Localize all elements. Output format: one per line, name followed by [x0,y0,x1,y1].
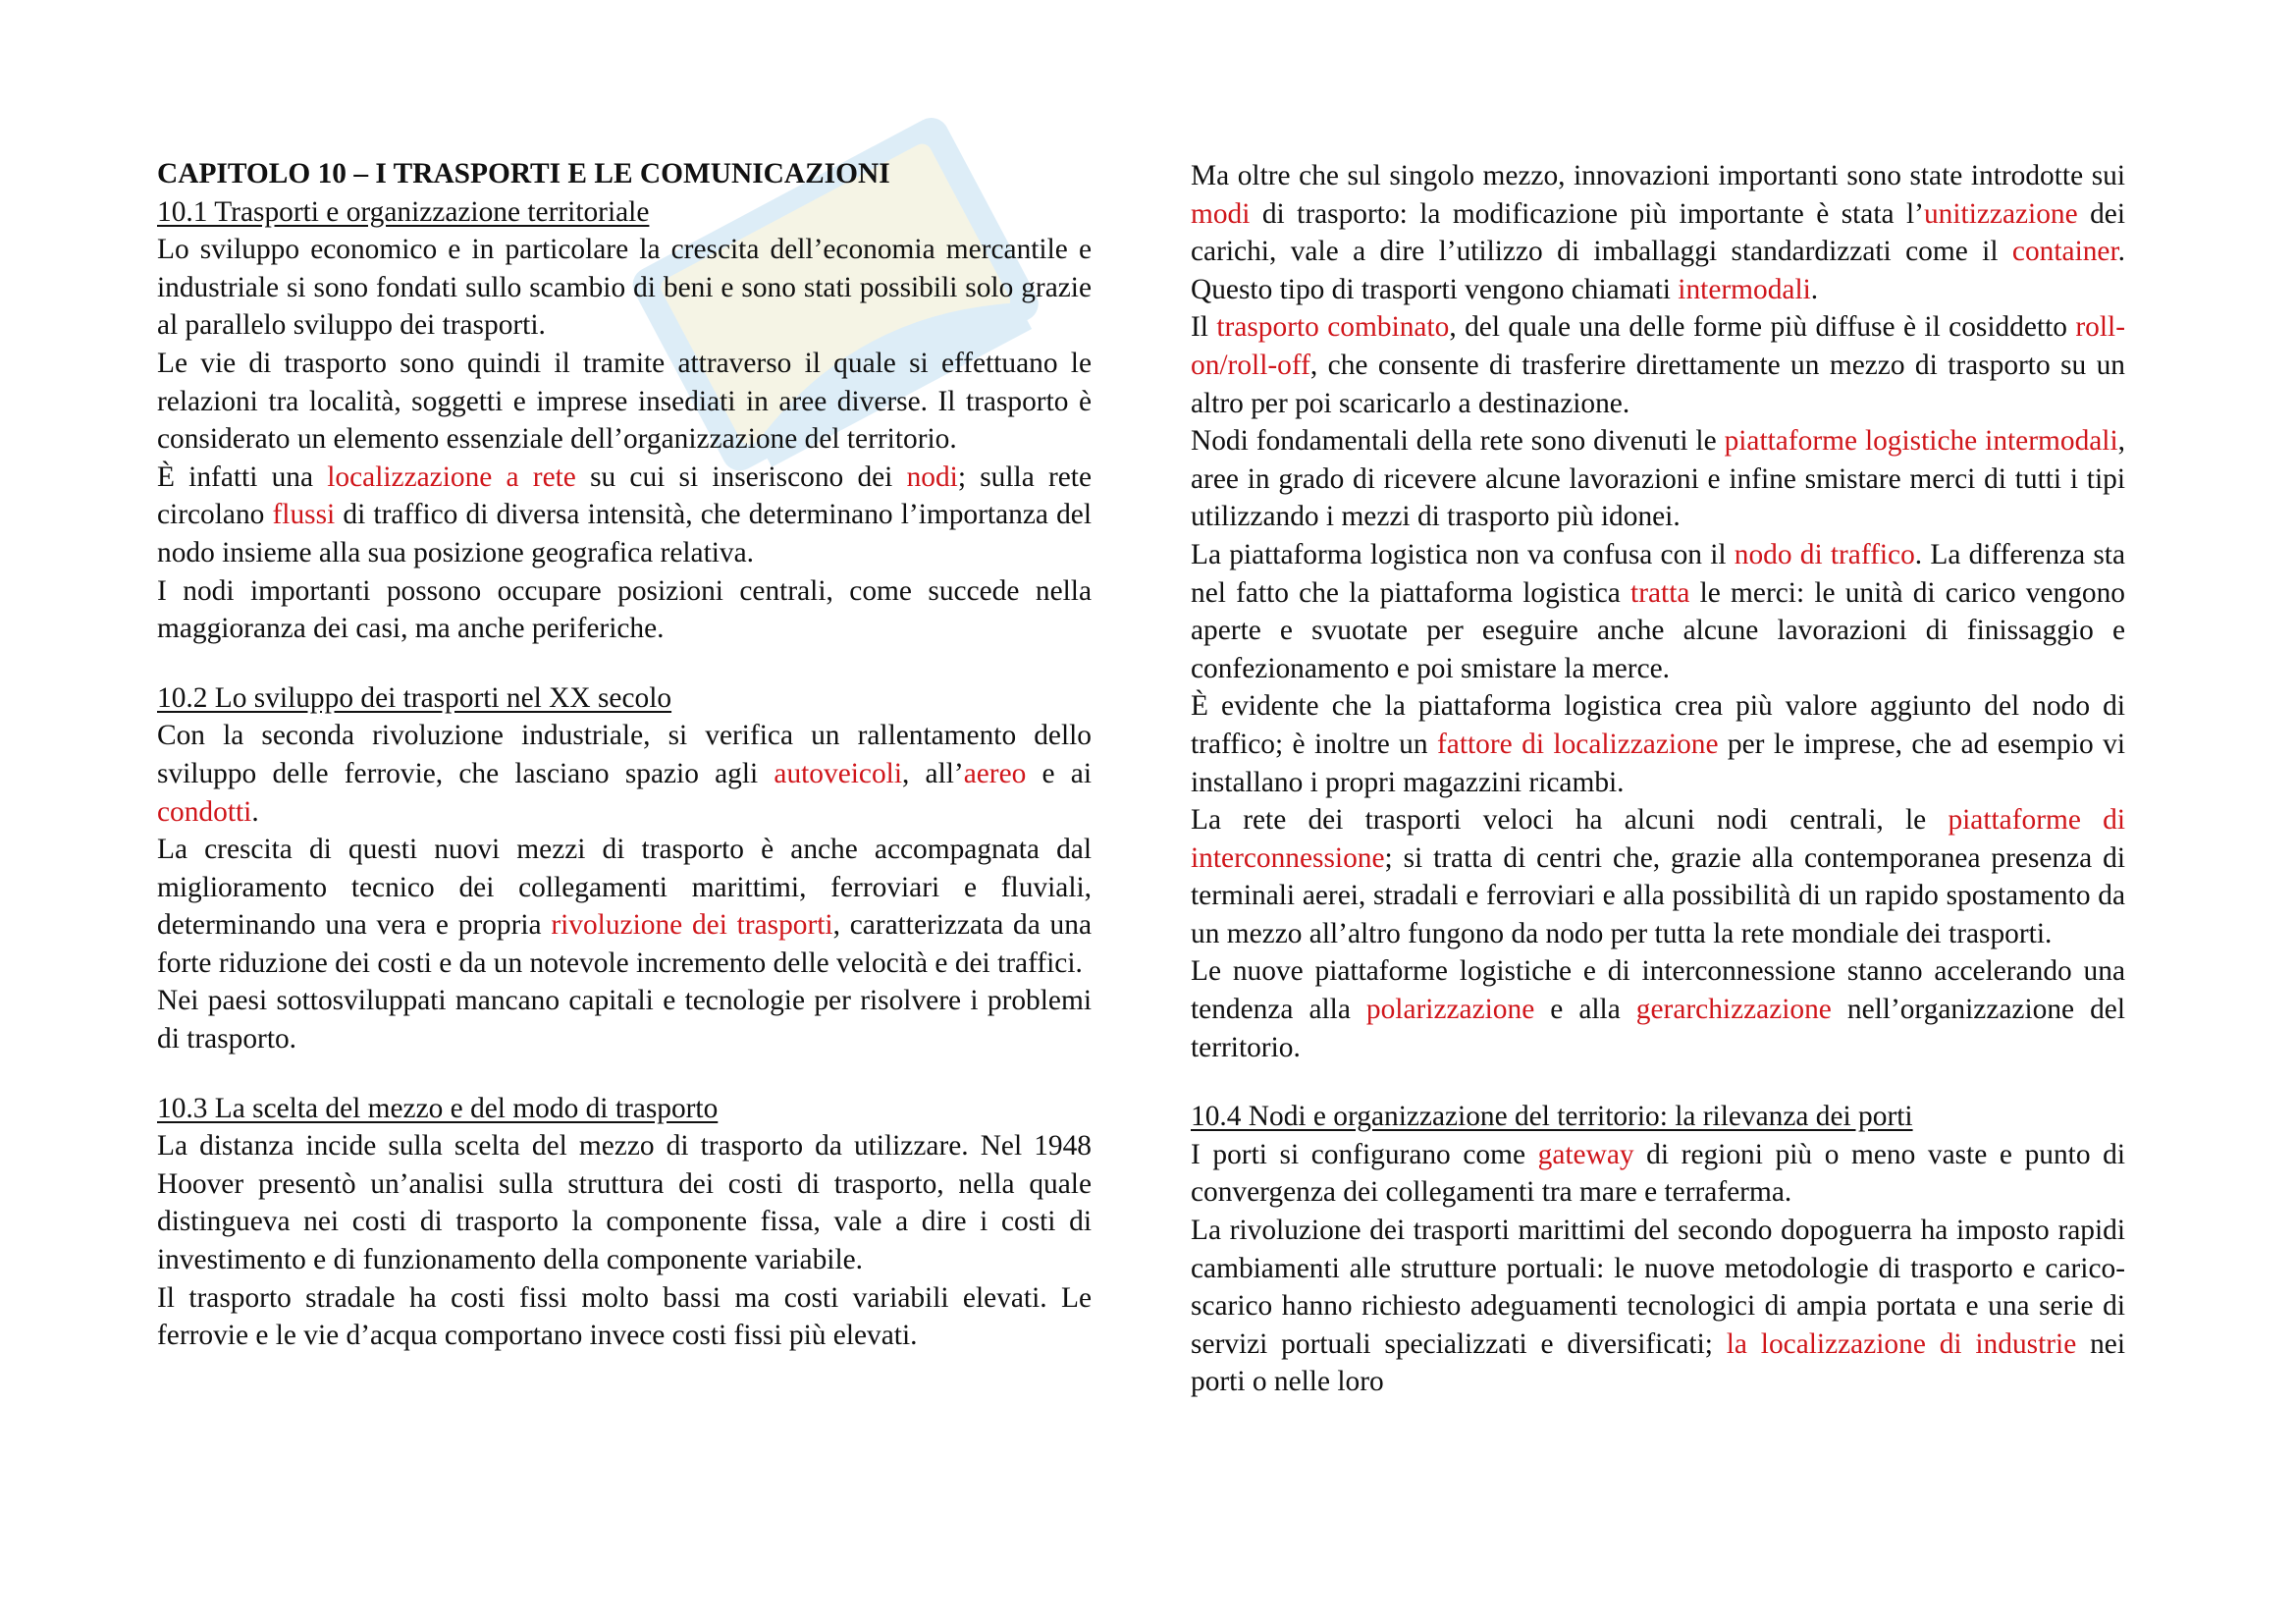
highlighted-term: unitizzazione [1923,197,2078,230]
highlighted-term: nodo di traffico [1734,538,1915,570]
section-gap [1191,1066,2125,1098]
paragraph-text: di trasporto: la modificazione più importante è stata l’ [1250,197,1924,230]
paragraph-text: di traffico di diversa intensità, che determinano l’importanza del nodo insieme alla sua posizione geografica relativa. [157,499,1092,568]
paragraph-text: , all’ [902,757,964,789]
highlighted-term: autoveicoli [774,757,902,789]
section-gap [157,648,1092,679]
paragraph-text: su cui si inseriscono dei [575,460,907,493]
paragraph [1191,536,2125,687]
section-heading: 10.1 Trasporti e organizzazione territoriale [157,195,650,228]
paragraph-text: La rete dei trasporti veloci ha alcuni nodi centrali, le [1191,804,1949,837]
paragraph [157,1279,1092,1355]
paragraph-text: , aree in grado di ricevere alcune lavorazioni e infine smistare merci di tutti i tipi utilizzando i mezzi di trasporto più idonei. [1191,425,2125,533]
section-heading: 10.3 La scelta del mezzo e del modo di trasporto [157,1092,719,1124]
paragraph-text: , che consente di trasferire direttamente un mezzo di trasporto su un altro per poi scaricarlo a destinazione. [1191,349,2125,419]
paragraph-text: , del quale una delle forme più diffuse è il cosiddetto [1449,311,2076,344]
highlighted-term: aereo [963,757,1027,789]
paragraph-text: le merci: le unità di carico vengono aperte e svuotate per eseguire anche alcune lavorazioni di finissaggio e confezionamento e poi smistare la merce. [1191,576,2125,684]
paragraph-text: . [1810,273,1819,305]
left-column [157,155,1092,1355]
paragraph-text: I nodi importanti possono occupare posizioni centrali, come succede nella maggioranza dei casi, ma anche periferiche. [157,574,1092,645]
paragraph-text: Con la seconda rivoluzione industriale, si verifica un rallentamento dello sviluppo delle ferrovie, che lasciano spazio agli [157,720,1092,789]
paragraph-text: Nei paesi sottosviluppati mancano capitali e tecnologie per risolvere i problemi di trasporto. [157,985,1092,1055]
section-heading: 10.4 Nodi e organizzazione del territorio: la rilevanza dei porti [1191,1101,1913,1133]
paragraph-text: nell’organizzazione del territorio. [1191,994,2126,1063]
paragraph [1191,422,2125,536]
paragraph [157,1127,1092,1278]
paragraph-text: e ai [1026,757,1093,789]
paragraph-text: di regioni più o meno vaste e punto di convergenza dei collegamenti tra mare e terraferma. [1191,1138,2126,1209]
paragraph-text: ; sulla rete circolano [157,460,1092,531]
highlighted-term: piattaforme di interconnessione [1191,804,2125,874]
paragraph-text: dei carichi, vale a dire l’utilizzo di imballaggi standardizzati come il [1191,197,2125,268]
paragraph [157,717,1092,831]
highlighted-term: gateway [1537,1138,1634,1170]
paragraph-text: Le vie di trasporto sono quindi il tramite attraverso il quale si effettuano le relazioni tra località, soggetti e imprese insediati in aree diverse. Il trasporto è considerato un elemento essenziale dell’organizzazione del territorio. [157,347,1092,456]
paragraph [1191,308,2125,422]
highlighted-term: container [2011,236,2118,268]
paragraph [157,231,1092,345]
paragraph-text: Nodi fondamentali della rete sono divenuti le [1191,425,1725,458]
paragraph-text: ; si tratta di centri che, grazie alla contemporanea presenza di terminali aerei, stradali e ferroviari e alla possibilità di un rapido spostamento da un mezzo all’altro fungono da nodo per tutta la rete mondiale dei trasporti. [1191,841,2125,949]
highlighted-term: tratta [1630,576,1690,609]
paragraph [1191,1136,2125,1212]
paragraph [1191,952,2125,1066]
paragraph [157,831,1092,982]
paragraph [1191,801,2125,952]
paragraph-text: Lo sviluppo economico e in particolare la crescita dell’economia mercantile e industriale si sono fondati sullo scambio di beni e sono stati possibili solo grazie al parallelo sviluppo dei trasporti. [157,234,1092,342]
highlighted-term: fattore di localizzazione [1437,728,1719,760]
paragraph [1191,687,2125,801]
highlighted-term: piattaforme logistiche intermodali [1724,425,2118,458]
paragraph-text: Ma oltre che sul singolo mezzo, innovazioni importanti sono state introdotte sui [1191,160,2125,191]
paragraph-text: È infatti una [157,460,328,493]
paragraph-text: La distanza incide sulla scelta del mezzo di trasporto da utilizzare. Nel 1948 Hoover presentò un’analisi sulla struttura dei costi di trasporto, nella quale distingueva nei costi di trasporto la componente fissa, vale a dire i costi di investimento e di funzionamento della componente variabile. [157,1130,1092,1276]
paragraph-text: Il trasporto stradale ha costi fissi molto bassi ma costi variabili elevati. Le ferrovie e le vie d’acqua comportano invece costi fissi più elevati. [157,1281,1092,1352]
paragraph-text: . Questo tipo di trasporti vengono chiamati [1191,236,2125,305]
paragraph-text: nei porti o nelle loro [1191,1327,2125,1398]
paragraph [1191,157,2125,308]
paragraph [157,982,1092,1057]
paragraph-text: La piattaforma logistica non va confusa con il [1191,538,1735,570]
highlighted-term: rivoluzione dei trasporti [551,909,833,942]
highlighted-term: intermodali [1678,273,1811,305]
paragraph-text: Le nuove piattaforme logistiche e di interconnessione stanno accelerando una tendenza alla [1191,955,2125,1026]
paragraph-text: . [251,795,259,828]
highlighted-term: gerarchizzazione [1635,994,1832,1026]
paragraph [157,572,1092,648]
section-heading: 10.2 Lo sviluppo dei trasporti nel XX secolo [157,681,672,714]
highlighted-term: localizzazione a rete [327,460,576,493]
paragraph [1191,1212,2125,1401]
highlighted-term: nodi [906,460,958,493]
paragraph-text: La rivoluzione dei trasporti marittimi del secondo dopoguerra ha imposto rapidi cambiamenti alle strutture portuali: le nuove metodologie di trasporto e carico-scarico hanno richiesto adeguamenti tecnologici di ampia portata e una serie di servizi portuali specializzati e diversificati; [1191,1215,2125,1360]
highlighted-term: flussi [272,499,336,531]
paragraph [157,459,1092,572]
highlighted-term: trasporto combinato [1216,311,1450,344]
paragraph-text: La crescita di questi nuovi mezzi di trasporto è anche accompagnata dal miglioramento tecnico dei collegamenti marittimi, ferroviari e fluviali, determinando una vera e propria [157,834,1092,942]
right-column [1191,157,2125,1401]
paragraph-text: per le imprese, che ad esempio vi installano i propri magazzini ricambi. [1191,728,2125,798]
highlighted-term: roll-on/roll-off [1191,311,2125,381]
paragraph-text: È evidente che la piattaforma logistica crea più valore aggiunto del nodo di traffico; è inoltre un [1191,690,2125,760]
paragraph [157,345,1092,459]
highlighted-term: polarizzazione [1365,994,1535,1026]
paragraph-text: , caratterizzata da una forte riduzione dei costi e da un notevole incremento delle velocità e dei traffici. [157,909,1092,979]
chapter-title: CAPITOLO 10 – I TRASPORTI E LE COMUNICAZIONI [157,158,890,189]
paragraph-text: Il [1191,311,1217,344]
highlighted-term: condotti [157,795,252,828]
highlighted-term: modi [1191,197,1251,230]
highlighted-term: la localizzazione di industrie [1726,1327,2077,1360]
section-gap [157,1058,1092,1090]
paragraph-text: e alla [1534,994,1636,1026]
paragraph-text: I porti si configurano come [1191,1138,1538,1170]
paragraph-text: . La differenza sta nel fatto che la piattaforma logistica [1191,538,2126,609]
